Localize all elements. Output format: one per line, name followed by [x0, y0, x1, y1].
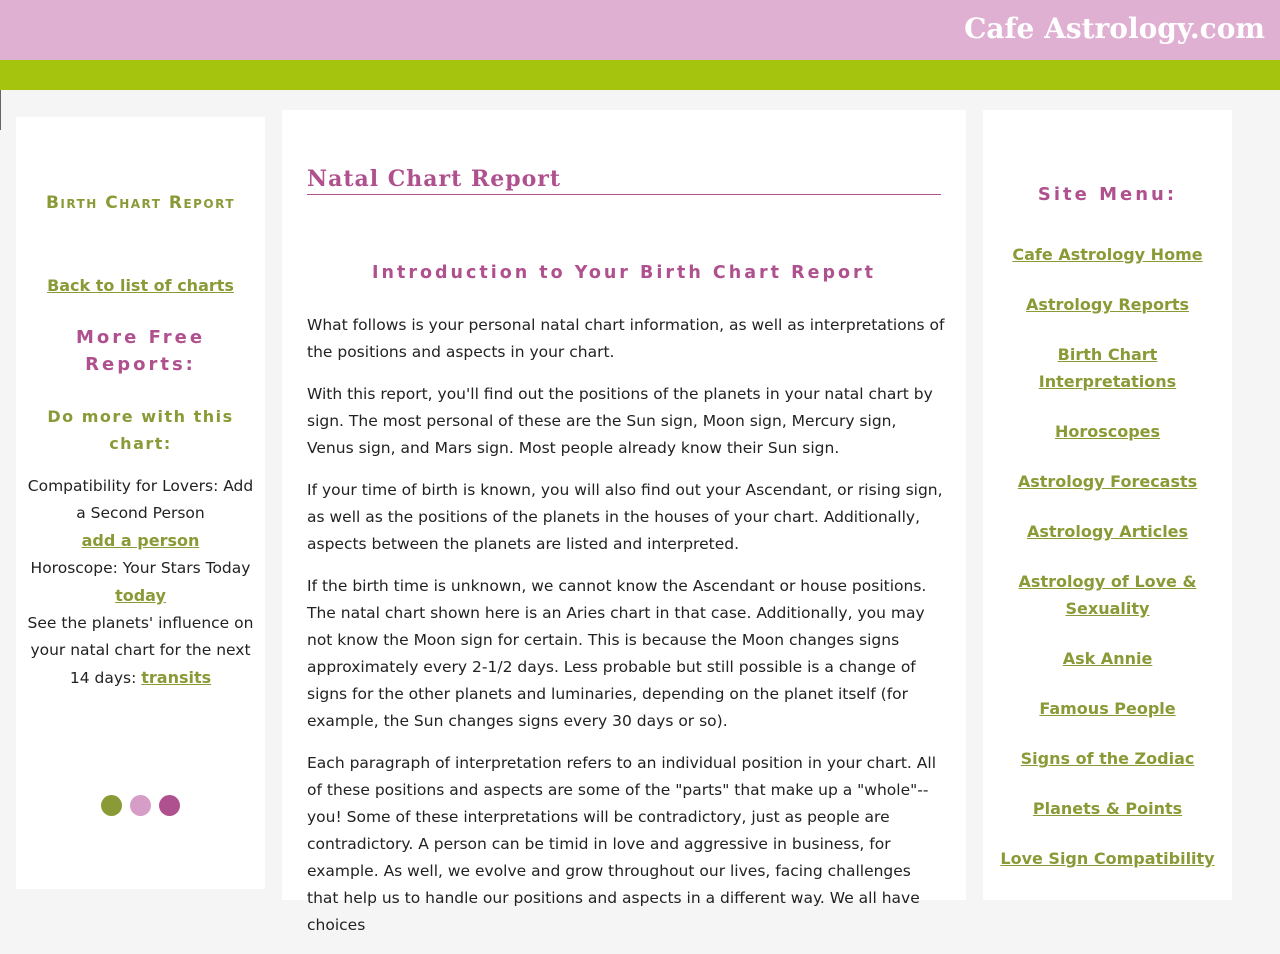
menu-link-horoscopes[interactable]: Horoscopes [1054, 422, 1161, 441]
sidebar-title: Birth Chart Report [45, 193, 236, 213]
pink-dot-icon [159, 795, 180, 816]
compat-text: Compatibility for Lovers: Add a Second Person [27, 477, 254, 522]
transits-link[interactable]: transits [141, 668, 212, 687]
menu-item [998, 468, 1217, 495]
menu-item [998, 291, 1217, 318]
intro-heading: Introduction to Your Birth Chart Report [371, 263, 876, 283]
main-content [282, 110, 966, 934]
menu-item [998, 745, 1217, 772]
menu-item [998, 695, 1217, 722]
menu-item [998, 341, 1217, 395]
menu-link-home[interactable]: Cafe Astrology Home [1012, 245, 1203, 264]
menu-item [998, 568, 1217, 622]
menu-item [998, 845, 1217, 872]
add-person-link[interactable]: add a person [81, 531, 200, 550]
today-link[interactable]: today [115, 586, 166, 605]
page-title: Natal Chart Report [307, 166, 941, 195]
menu-item [998, 241, 1217, 268]
site-menu [998, 241, 1217, 895]
menu-item [998, 418, 1217, 445]
paragraph: If your time of birth is known, you will also find out your Ascendant, or rising sign, as well as the positions of the planets in the houses of your chart. Additionally, aspects between the planets are listed and interpreted. [307, 481, 943, 553]
left-sidebar [16, 117, 265, 889]
menu-link-forecasts[interactable]: Astrology Forecasts [1017, 472, 1198, 491]
decorative-dots [16, 795, 265, 816]
light-pink-dot-icon [130, 795, 151, 816]
menu-link-planets[interactable]: Planets & Points [1032, 799, 1183, 818]
more-free-reports-heading: More Free Reports: [75, 327, 206, 375]
back-to-charts-link[interactable]: Back to list of charts [47, 276, 234, 295]
site-menu-title: Site Menu: [1037, 184, 1178, 205]
paragraph: With this report, you'll find out the positions of the planets in your natal chart by sign. The most personal of these are the Sun sign, Moon sign, Mercury sign, Venus sign, and Mars sign. Most people already know their Sun sign. [307, 385, 933, 457]
site-logo[interactable]: Cafe Astrology.com [964, 12, 1265, 45]
report-text [307, 312, 947, 954]
menu-link-birth-chart[interactable]: Birth Chart Interpretations [1038, 345, 1177, 391]
menu-item [998, 795, 1217, 822]
nav-bar [0, 60, 1280, 90]
text-cursor [0, 90, 1, 130]
site-header [0, 0, 1280, 60]
sidebar-body [26, 473, 255, 692]
menu-link-reports[interactable]: Astrology Reports [1025, 295, 1190, 314]
paragraph: If the birth time is unknown, we cannot know the Ascendant or house positions. The natal chart shown here is an Aries chart in that case. Additionally, you may not know the Moon sign for certain. This is because the Moon changes signs approximately every 2-1/2 days. Less probable but still possible is a change of signs for the other planets and luminaries, depending on the planet itself (for example, the Sun changes signs every 30 days or so). [307, 577, 927, 730]
menu-link-signs[interactable]: Signs of the Zodiac [1020, 749, 1195, 768]
menu-item [998, 645, 1217, 672]
menu-item [998, 518, 1217, 545]
transits-text: See the planets' influence on your natal chart for the next 14 days: [27, 614, 254, 687]
paragraph: What follows is your personal natal chart information, as well as interpretations of the positions and aspects in your chart. [307, 316, 945, 361]
green-dot-icon [101, 795, 122, 816]
menu-link-famous[interactable]: Famous People [1039, 699, 1176, 718]
do-more-heading: Do more with this chart: [47, 407, 234, 453]
horoscope-text: Horoscope: Your Stars Today [30, 559, 251, 577]
menu-link-love-compat[interactable]: Love Sign Compatibility [1000, 849, 1215, 868]
menu-link-ask-annie[interactable]: Ask Annie [1062, 649, 1153, 668]
menu-link-articles[interactable]: Astrology Articles [1026, 522, 1189, 541]
paragraph: Each paragraph of interpretation refers to an individual position in your chart. All of these positions and aspects are some of the "parts" that make up a "whole"--you! Some of these interpretations will be contradictory, just as people are contradictory. A person can be timid in love and aggressive in business, for example. As well, we evolve and grow throughout our lives, facing challenges that help us to handle our positions and aspects in a different way. We all have choices [307, 754, 936, 934]
right-sidebar [983, 110, 1232, 900]
back-to-charts [16, 276, 265, 295]
menu-link-love[interactable]: Astrology of Love & Sexuality [1018, 572, 1197, 618]
